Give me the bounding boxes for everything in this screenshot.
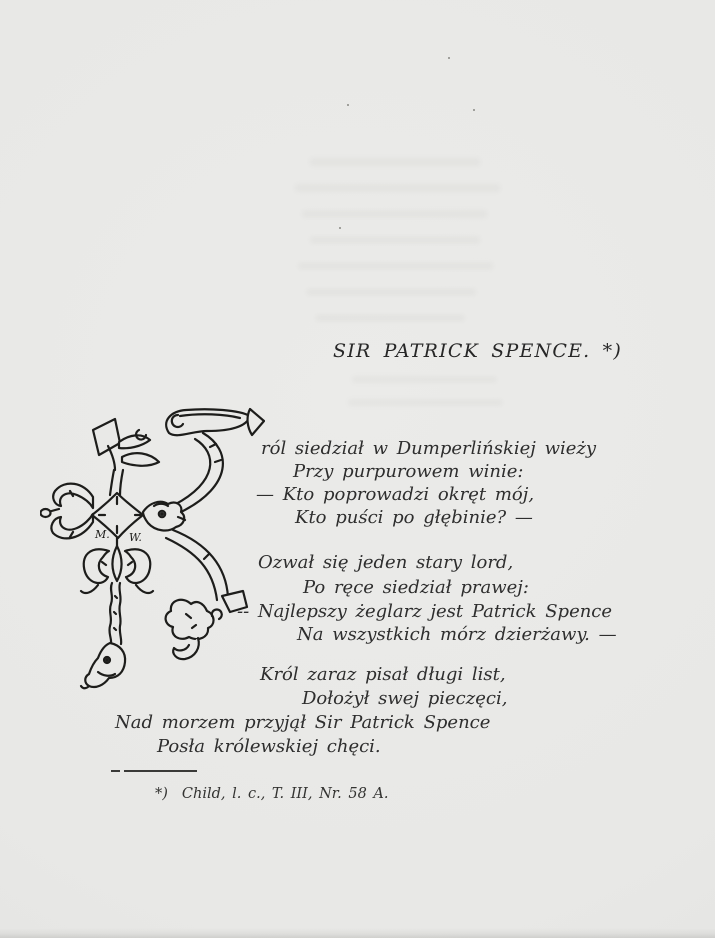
dust-speck: [339, 227, 341, 229]
ornamental-initial-K: [40, 400, 265, 700]
dust-speck: [448, 57, 450, 59]
show-through-mark: [295, 184, 500, 192]
poem-line: Po ręce siedział prawej:: [303, 577, 529, 598]
footnote-rule-dash: [111, 770, 120, 772]
poem-line: Dołożył swej pieczęci,: [302, 688, 508, 709]
poem-line: -- Najlepszy żeglarz jest Patrick Spence: [237, 601, 613, 622]
footnote-rule-line: [124, 770, 197, 772]
footnote: [155, 786, 388, 802]
poem-line: Ozwał się jeden stary lord,: [258, 552, 514, 573]
show-through-mark: [352, 376, 497, 383]
dust-speck: [347, 104, 349, 106]
show-through-mark: [302, 210, 487, 218]
poem-line: ról siedział w Dumperlińskiej wieży: [261, 438, 597, 459]
poem-line: Przy purpurowem winie:: [293, 461, 524, 482]
poem-line: Kto puści po głębinie? —: [295, 507, 533, 528]
show-through-mark: [348, 399, 503, 406]
page-edge-shadow: [0, 928, 715, 938]
initial-k-engraving: [40, 400, 265, 700]
show-through-mark: [306, 288, 476, 296]
monogram-right: W.: [129, 531, 142, 544]
footnote-text: Child, l. c., T. III, Nr. 58 A.: [181, 786, 389, 802]
page-title: SIR PATRICK SPENCE. *): [333, 340, 622, 362]
poem-line: — Kto poprowadzi okręt mój,: [256, 484, 535, 505]
show-through-mark: [298, 262, 493, 270]
dust-speck: [473, 109, 475, 111]
poem-line: Król zaraz pisał długi list,: [260, 664, 506, 685]
show-through-mark: [315, 314, 465, 322]
poem-line: Posła królewskiej chęci.: [157, 736, 381, 757]
monogram-left: M.: [95, 528, 110, 541]
show-through-mark: [310, 158, 480, 166]
poem-line: Na wszystkich mórz dzierżawy. —: [297, 624, 617, 645]
footnote-marker: *): [155, 786, 168, 802]
show-through-mark: [310, 236, 480, 244]
poem-line: Nad morzem przyjął Sir Patrick Spence: [115, 712, 491, 733]
